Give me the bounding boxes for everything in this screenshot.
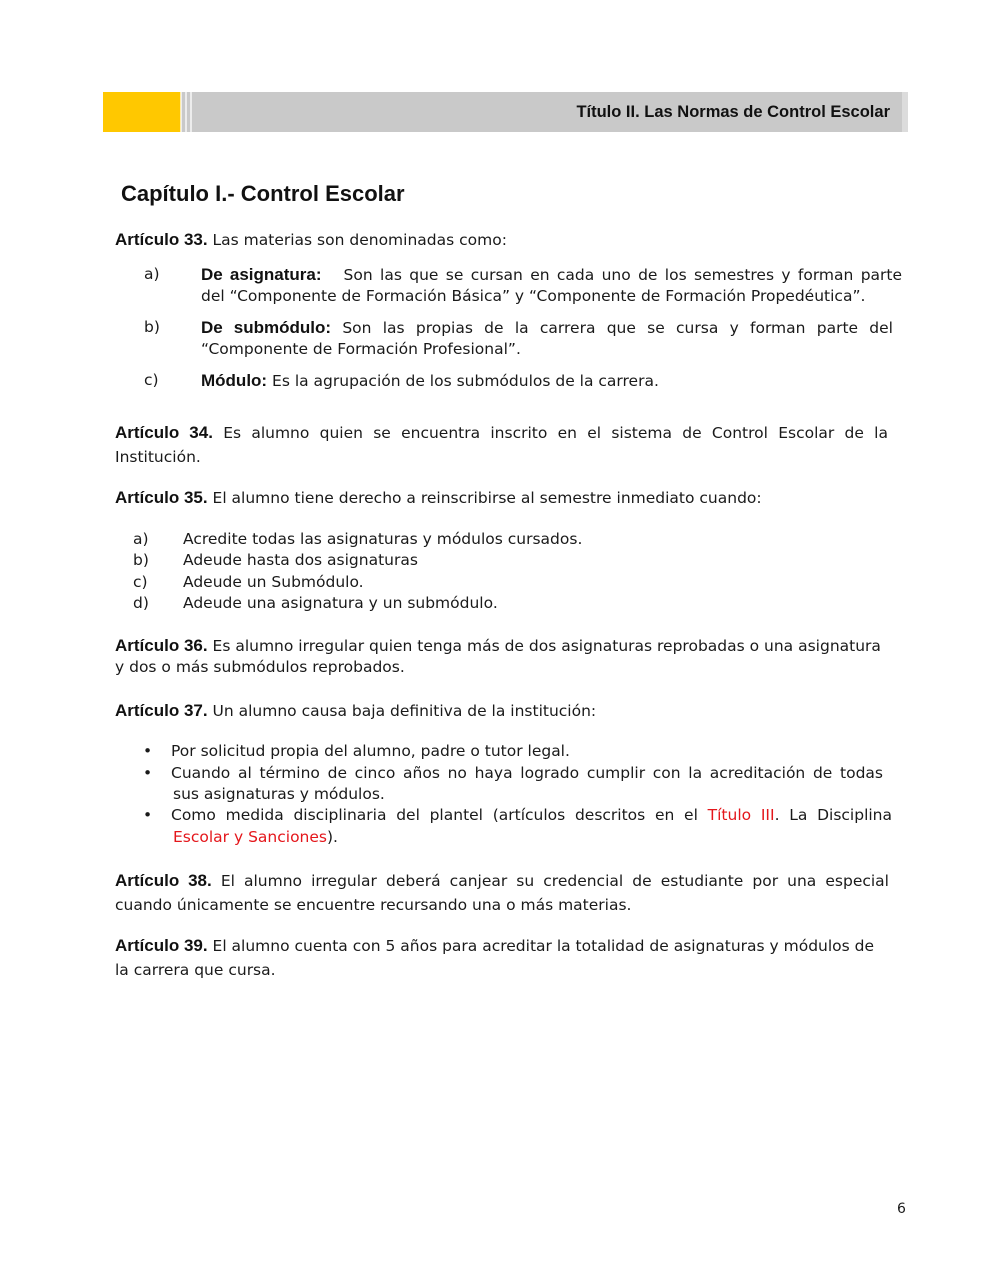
list-marker: d) bbox=[133, 594, 149, 612]
list-item: Acredite todas las asignaturas y módulos cursados. bbox=[183, 530, 583, 548]
article-37-intro: Artículo 37. Un alumno causa baja definitiva de la institución: bbox=[115, 701, 597, 720]
list-item: Cuando al término de cinco años no haya logrado cumplir con la acreditación de todas bbox=[171, 764, 883, 782]
list-item-line2: Escolar y Sanciones). bbox=[173, 828, 338, 846]
term-de-submodulo: De submódulo: bbox=[201, 318, 332, 337]
link-titulo-iii[interactable]: Título III bbox=[707, 806, 775, 824]
article-33-label: Artículo 33. bbox=[115, 230, 208, 249]
article-35-intro: Artículo 35. El alumno tiene derecho a reinscribirse al semestre inmediato cuando: bbox=[115, 488, 762, 507]
list-item: Como medida disciplinaria del plantel (artículos descritos en el Título III. La Disciplina bbox=[171, 806, 892, 824]
list-item: Adeude un Submódulo. bbox=[183, 573, 364, 591]
bullet-icon: • bbox=[143, 764, 153, 782]
article-33-intro: Artículo 33. Las materias son denominadas como: bbox=[115, 230, 507, 249]
article-36: Artículo 36. Es alumno irregular quien tenga más de dos asignaturas reprobadas o una asignatura bbox=[115, 636, 881, 655]
article-34: Artículo 34. Es alumno quien se encuentra inscrito en el sistema de Control Escolar de la bbox=[115, 423, 888, 442]
term-modulo: Módulo: bbox=[201, 371, 268, 390]
list-marker: b) bbox=[133, 551, 149, 569]
article-36-label: Artículo 36. bbox=[115, 636, 208, 655]
article-35-label: Artículo 35. bbox=[115, 488, 208, 507]
header-title: Título II. Las Normas de Control Escolar bbox=[576, 103, 890, 121]
link-escolar-y-sanciones[interactable]: Escolar y Sanciones bbox=[173, 828, 327, 846]
article-33-item-c-marker: c) bbox=[144, 371, 159, 389]
article-34-label: Artículo 34. bbox=[115, 423, 213, 442]
chapter-title: Capítulo I.- Control Escolar bbox=[121, 181, 405, 206]
list-item: Adeude una asignatura y un submódulo. bbox=[183, 594, 498, 612]
bullet-icon: • bbox=[143, 806, 153, 824]
list-item: Por solicitud propia del alumno, padre o tutor legal. bbox=[171, 742, 570, 760]
article-33-item-a-marker: a) bbox=[144, 265, 160, 283]
list-marker: c) bbox=[133, 573, 148, 591]
article-39-label: Artículo 39. bbox=[115, 936, 208, 955]
article-33-item-b-marker: b) bbox=[144, 318, 160, 336]
list-marker: a) bbox=[133, 530, 149, 548]
page-number: 6 bbox=[897, 1201, 906, 1217]
list-item: Adeude hasta dos asignaturas bbox=[183, 551, 418, 569]
article-39: Artículo 39. El alumno cuenta con 5 años para acreditar la totalidad de asignaturas y módulos de bbox=[115, 936, 875, 955]
article-33-item-b-line2: “Componente de Formación Profesional”. bbox=[201, 340, 521, 358]
header-accent-block bbox=[103, 92, 181, 132]
term-de-asignatura: De asignatura: bbox=[201, 265, 322, 284]
article-34-line2: Institución. bbox=[115, 448, 201, 466]
article-38-line2: cuando únicamente se encuentre recursando una o más materias. bbox=[115, 896, 632, 914]
section-header-bar bbox=[103, 92, 908, 132]
bullet-icon: • bbox=[143, 742, 153, 760]
article-38: Artículo 38. El alumno irregular deberá canjear su credencial de estudiante por una especial bbox=[115, 871, 889, 890]
list-item-line2: sus asignaturas y módulos. bbox=[173, 785, 385, 803]
article-37-label: Artículo 37. bbox=[115, 701, 208, 720]
article-33-item-a-line2: del “Componente de Formación Básica” y “Componente de Formación Propedéutica”. bbox=[201, 287, 866, 305]
article-33-item-b: De submódulo: Son las propias de la carrera que se cursa y forman parte del bbox=[201, 318, 893, 337]
article-38-label: Artículo 38. bbox=[115, 871, 212, 890]
article-33-item-a: De asignatura: Son las que se cursan en cada uno de los semestres y forman parte bbox=[201, 265, 903, 284]
article-39-line2: la carrera que cursa. bbox=[115, 961, 276, 979]
article-36-line2: y dos o más submódulos reprobados. bbox=[115, 658, 405, 676]
article-33-item-c: Módulo: Es la agrupación de los submódulos de la carrera. bbox=[201, 371, 659, 390]
